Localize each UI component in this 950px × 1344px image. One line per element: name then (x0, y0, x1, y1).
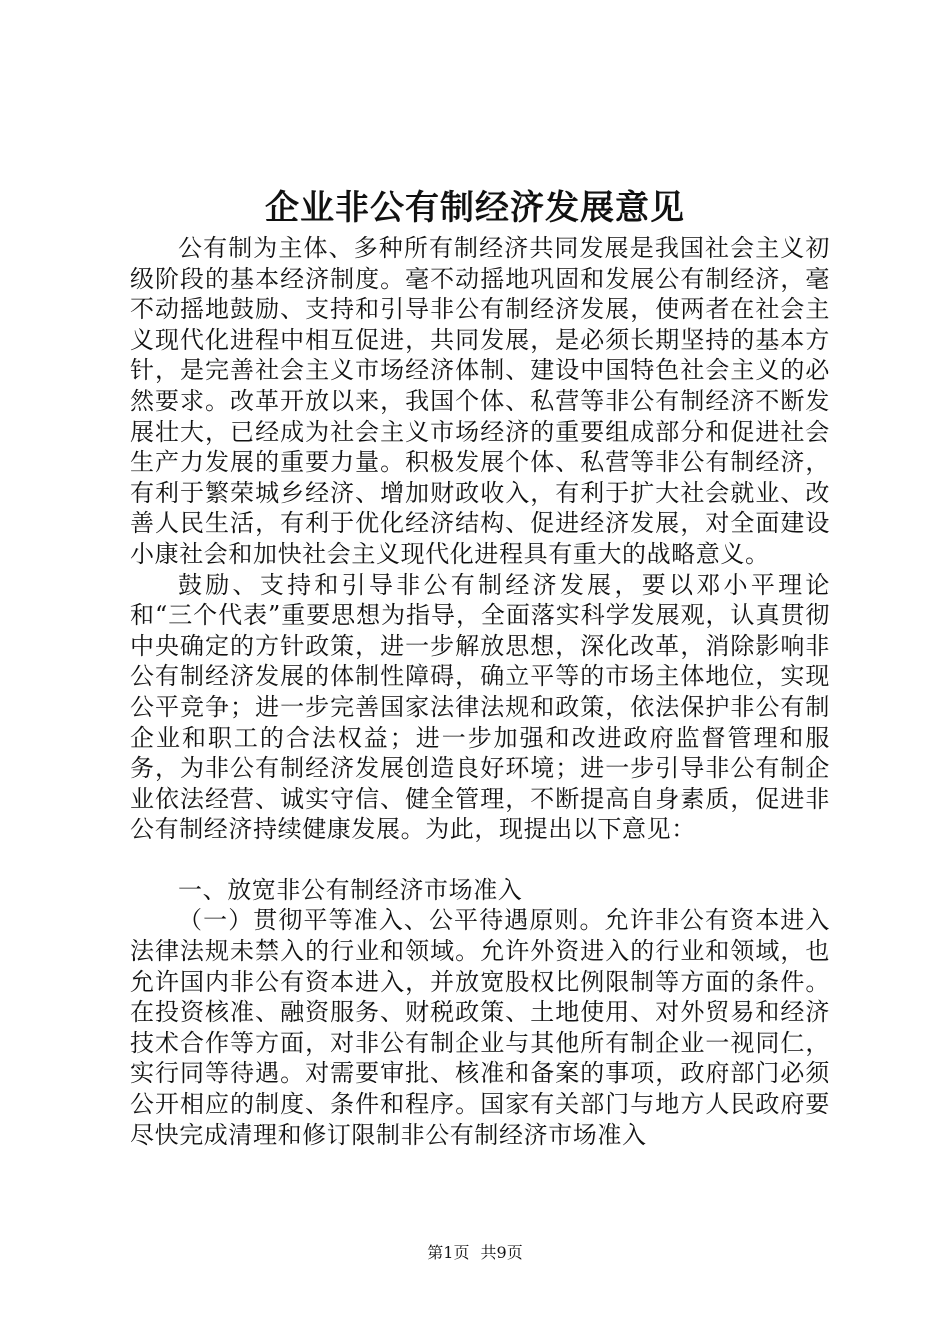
page-footer: 第1页 共9页 (427, 1243, 523, 1262)
paragraph-section-one: （一）贯彻平等准入、公平待遇原则。允许非公有资本进入法律法规未禁入的行业和领域。允许外资进入的行业和领域，也允许国内非公有资本进入，并放宽股权比例限制等方面的条件。在投资核准、融资服务、财税政策、土地使用、对外贸易和经济技术合作等方面，对非公有制企业与其他所有制企业一视同仁，实行同等待遇。对需要审批、核准和备案的事项，政府部门必须公开相应的制度、条件和程序。国家有关部门与地方人民政府要尽快完成清理和修订限制非公有制经济市场准入 (130, 906, 830, 1149)
section-heading: 一、放宽非公有制经济市场准入 (178, 875, 523, 904)
document-body (130, 233, 830, 1150)
document-title: 企业非公有制经济发展意见 (265, 188, 685, 228)
paragraph-intro: 公有制为主体、多种所有制经济共同发展是我国社会主义初级阶段的基本经济制度。毫不动摇地巩固和发展公有制经济，毫不动摇地鼓励、支持和引导非公有制经济发展，使两者在社会主义现代化进程中相互促进，共同发展，是必须长期坚持的基本方针，是完善社会主义市场经济体制、建设中国特色社会主义的必然要求。改革开放以来，我国个体、私营等非公有制经济不断发展壮大，已经成为社会主义市场经济的重要组成部分和促进社会生产力发展的重要力量。积极发展个体、私营等非公有制经济，有利于繁荣城乡经济、增加财政收入，有利于扩大社会就业、改善人民生活，有利于优化经济结构、促进经济发展，对全面建设小康社会和加快社会主义现代化进程具有重大的战略意义。 (130, 234, 830, 568)
paragraph-guidance: 鼓励、支持和引导非公有制经济发展，要以邓小平理论和“三个代表”重要思想为指导，全面落实科学发展观，认真贯彻中央确定的方针政策，进一步解放思想，深化改革，消除影响非公有制经济发展的体制性障碍，确立平等的市场主体地位，实现公平竞争；进一步完善国家法律法规和政策，依法保护非公有制企业和职工的合法权益；进一步加强和改进政府监督管理和服务，为非公有制经济发展创造良好环境；进一步引导非公有制企业依法经营、诚实守信、健全管理，不断提高自身素质，促进非公有制经济持续健康发展。为此，现提出以下意见： (130, 570, 830, 844)
